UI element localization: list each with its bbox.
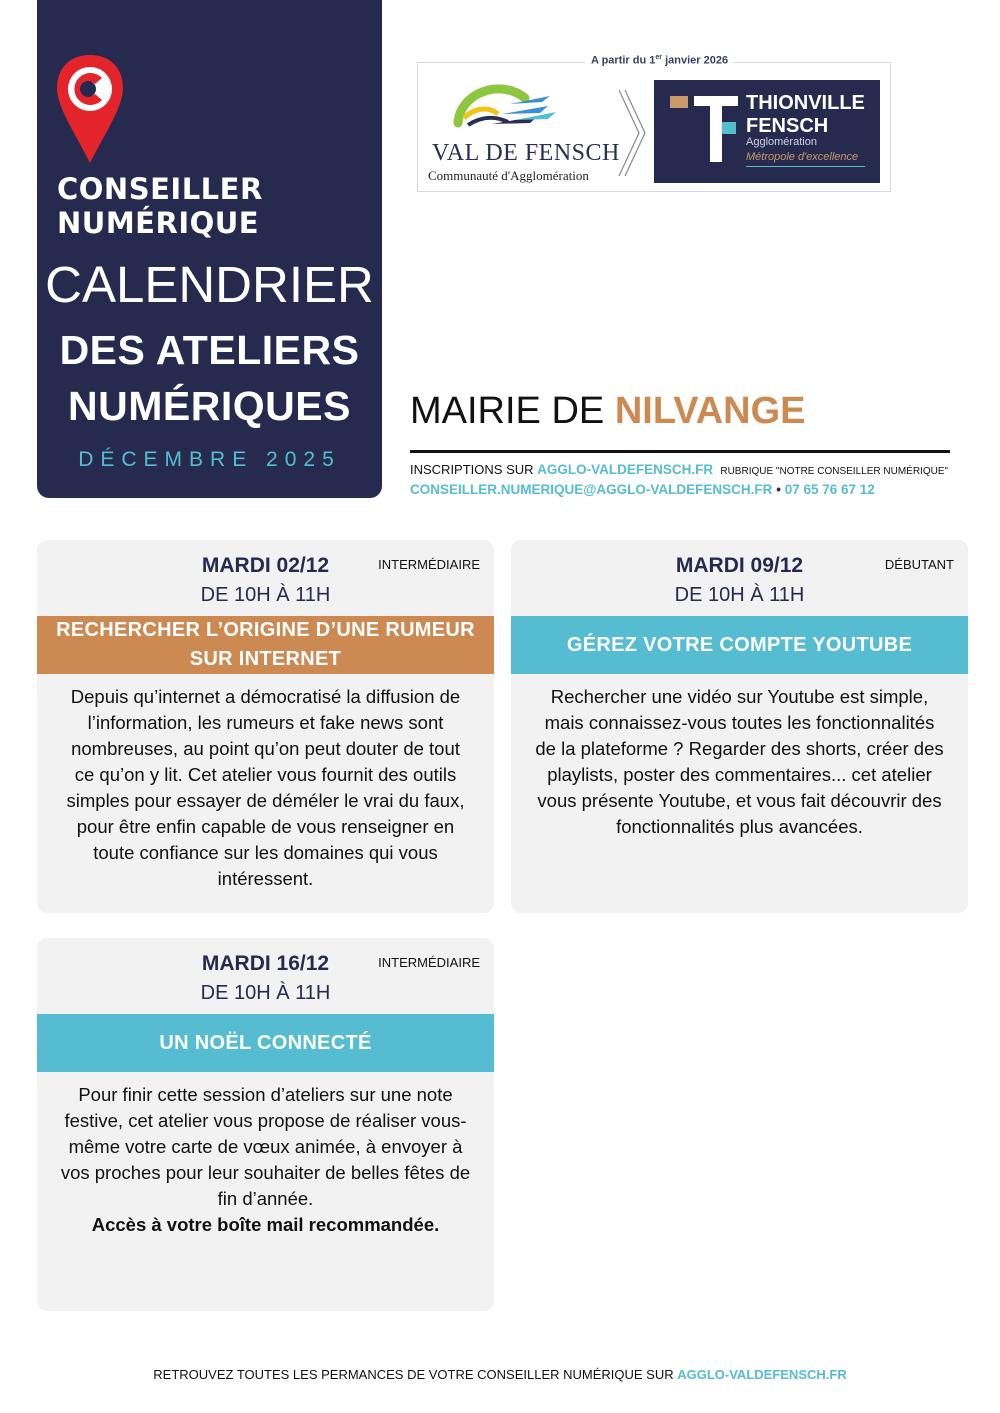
workshop-date: MARDI 02/12 (201, 554, 330, 577)
tf-logo-mark-icon (668, 94, 738, 164)
tf-underline (746, 166, 865, 167)
registration-site-link[interactable]: AGGLO-VALDEFENSCH.FR (537, 462, 714, 477)
calendar-subtitle-line1: DES ATELIERS (59, 327, 360, 373)
workshop-title (37, 616, 494, 674)
location-prefix: MAIRIE DE (410, 390, 615, 432)
brand-name (57, 172, 263, 240)
location-title (410, 390, 806, 433)
workshop-title (511, 616, 968, 674)
thionville-fensch-title (746, 92, 865, 138)
workshop-title-text: UN NOËL CONNECTÉ (159, 1031, 372, 1054)
workshop-level: INTERMÉDIAIRE (378, 557, 480, 572)
workshop-description (59, 684, 472, 892)
divider (410, 450, 950, 453)
workshop-title (37, 1014, 494, 1072)
footer-site-link[interactable]: AGGLO-VALDEFENSCH.FR (677, 1367, 847, 1382)
registration-line (410, 462, 948, 477)
transition-date (585, 54, 734, 67)
location-city: NILVANGE (614, 390, 806, 432)
workshop-note: Accès à votre boîte mail recommandée. (91, 1214, 440, 1235)
registration-rubric: RUBRIQUE "NOTRE CONSEILLER NUMÉRIQUE" (720, 466, 949, 477)
workshop-card (37, 938, 494, 1311)
registration-label: INSCRIPTIONS SUR (410, 462, 538, 477)
workshop-time: DE 10H À 11H (200, 584, 331, 606)
workshop-date: MARDI 16/12 (201, 952, 330, 975)
calendar-subtitle (37, 322, 382, 434)
contact-line (410, 482, 875, 497)
workshop-description-text: Rechercher une vidéo sur Youtube est simple, mais connaissez-vous toutes les fonctionnalités de la plateforme ? Regarder des shorts, créer des playlists, poster des commentaires... cet atelier vous présente Youtube, et vous fait découvrir des fonctionnalités plus avancées. (535, 686, 944, 837)
workshop-card (511, 540, 968, 913)
workshop-title-text: GÉREZ VOTRE COMPTE YOUTUBE (566, 633, 913, 656)
footer-text: RETROUVEZ TOUTES LES PERMANCES DE VOTRE CONSEILLER NUMÉRIQUE SUR (153, 1367, 678, 1382)
transition-date-sup: er (655, 54, 663, 61)
calendar-subtitle-line2: NUMÉRIQUES (68, 383, 351, 429)
workshop-time: DE 10H À 11H (200, 982, 331, 1004)
map-pin-logo-icon (57, 55, 123, 163)
tf-agglomeration: Agglomération (746, 136, 817, 148)
workshop-title-text: RECHERCHER L’ORIGINE D’UNE RUMEUR SUR INTERNET (56, 619, 475, 670)
transition-date-prefix: A partir du 1 (591, 54, 656, 67)
tf-title-line1: THIONVILLE (746, 92, 865, 114)
workshop-description (533, 684, 946, 840)
val-de-fensch-subtitle: Communauté d'Agglomération (428, 168, 589, 183)
header-panel (37, 0, 382, 498)
workshop-description-text: Depuis qu’internet a démocratisé la diffusion de l’information, les rumeurs et fake news sont nombreuses, au point qu’on peut douter de tout ce qu’on y lit. Cet atelier vous fournit des outils simples pour essayer de déméler le vrai du faux, pour être enfin capable de vous renseigner en toute confiance sur les domaines qui vous intéressent. (66, 686, 465, 889)
workshop-description (59, 1082, 472, 1238)
brand-line2: NUMÉRIQUE (57, 206, 260, 240)
tf-tagline: Métropole d'excellence (746, 151, 859, 163)
contact-phone[interactable]: 07 65 76 67 12 (784, 482, 875, 497)
contact-email-link[interactable]: CONSEILLER.NUMERIQUE@AGGLO-VALDEFENSCH.FR (410, 482, 773, 497)
workshop-time: DE 10H À 11H (674, 584, 805, 606)
contact-separator: • (776, 482, 781, 497)
workshop-level: INTERMÉDIAIRE (378, 955, 480, 970)
val-de-fensch-name: VAL DE FENSCH (432, 140, 620, 166)
footer (0, 1367, 1000, 1382)
transition-date-suffix: janvier 2026 (662, 54, 729, 67)
calendar-month: DÉCEMBRE 2025 (78, 448, 341, 471)
workshop-date: MARDI 09/12 (675, 554, 804, 577)
brand-line1: CONSEILLER (57, 172, 263, 206)
workshop-description-text: Pour finir cette session d’ateliers sur une note festive, cet atelier vous propose de réaliser vous-même votre carte de vœux animée, à envoyer à vos proches pour leur souhaiter de belles fêtes de fin d’année. (60, 1084, 471, 1209)
workshop-level: DÉBUTANT (884, 557, 954, 572)
calendar-title: CALENDRIER (45, 256, 374, 313)
workshop-card (37, 540, 494, 913)
tf-title-line2: FENSCH (746, 115, 829, 137)
arrow-chevron-icon (617, 88, 647, 178)
